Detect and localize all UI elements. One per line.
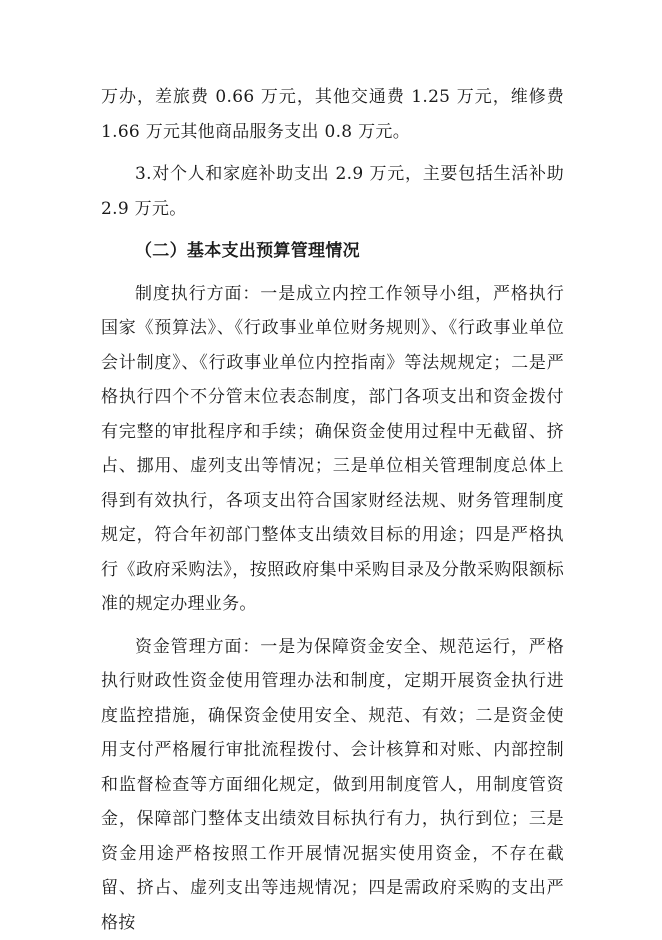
paragraph-personal-subsidy: 3.对个人和家庭补助支出 2.9 万元，主要包括生活补助 2.9 万元。 xyxy=(101,157,564,226)
document-body xyxy=(101,80,564,940)
section-heading-basic-expenditure: （二）基本支出预算管理情况 xyxy=(101,234,564,269)
paragraph-system-execution: 制度执行方面：一是成立内控工作领导小组，严格执行国家《预算法》、《行政事业单位财务规则》、《行政事业单位会计制度》、《行政事业单位内控指南》等法规规定；二是严格执行四个不分管末位表态制度，部门各项支出和资金拨付有完整的审批程序和手续；确保资金使用过程中无截留、挤占、挪用、虚列支出等情况；三是单位相关管理制度总体上得到有效执行，各项支出符合国家财经法规、财务管理制度规定，符合年初部门整体支出绩效目标的用途；四是严格执行《政府采购法》，按照政府集中采购目录及分散采购限额标准的规定办理业务。 xyxy=(101,277,564,622)
paragraph-fund-management: 资金管理方面：一是为保障资金安全、规范运行，严格执行财政性资金使用管理办法和制度，定期开展资金执行进度监控措施，确保资金使用安全、规范、有效；二是资金使用支付严格履行审批流程拨付、会计核算和对账、内部控制和监督检查等方面细化规定，做到用制度管人，用制度管资金，保障部门整体支出绩效目标执行有力，执行到位；三是资金用途严格按照工作开展情况据实使用资金，不存在截留、挤占、虚列支出等违规情况；四是需政府采购的支出严格按 xyxy=(101,630,564,940)
paragraph-continuation: 万办，差旅费 0.66 万元，其他交通费 1.25 万元，维修费 1.66 万元其他商品服务支出 0.8 万元。 xyxy=(101,80,564,149)
